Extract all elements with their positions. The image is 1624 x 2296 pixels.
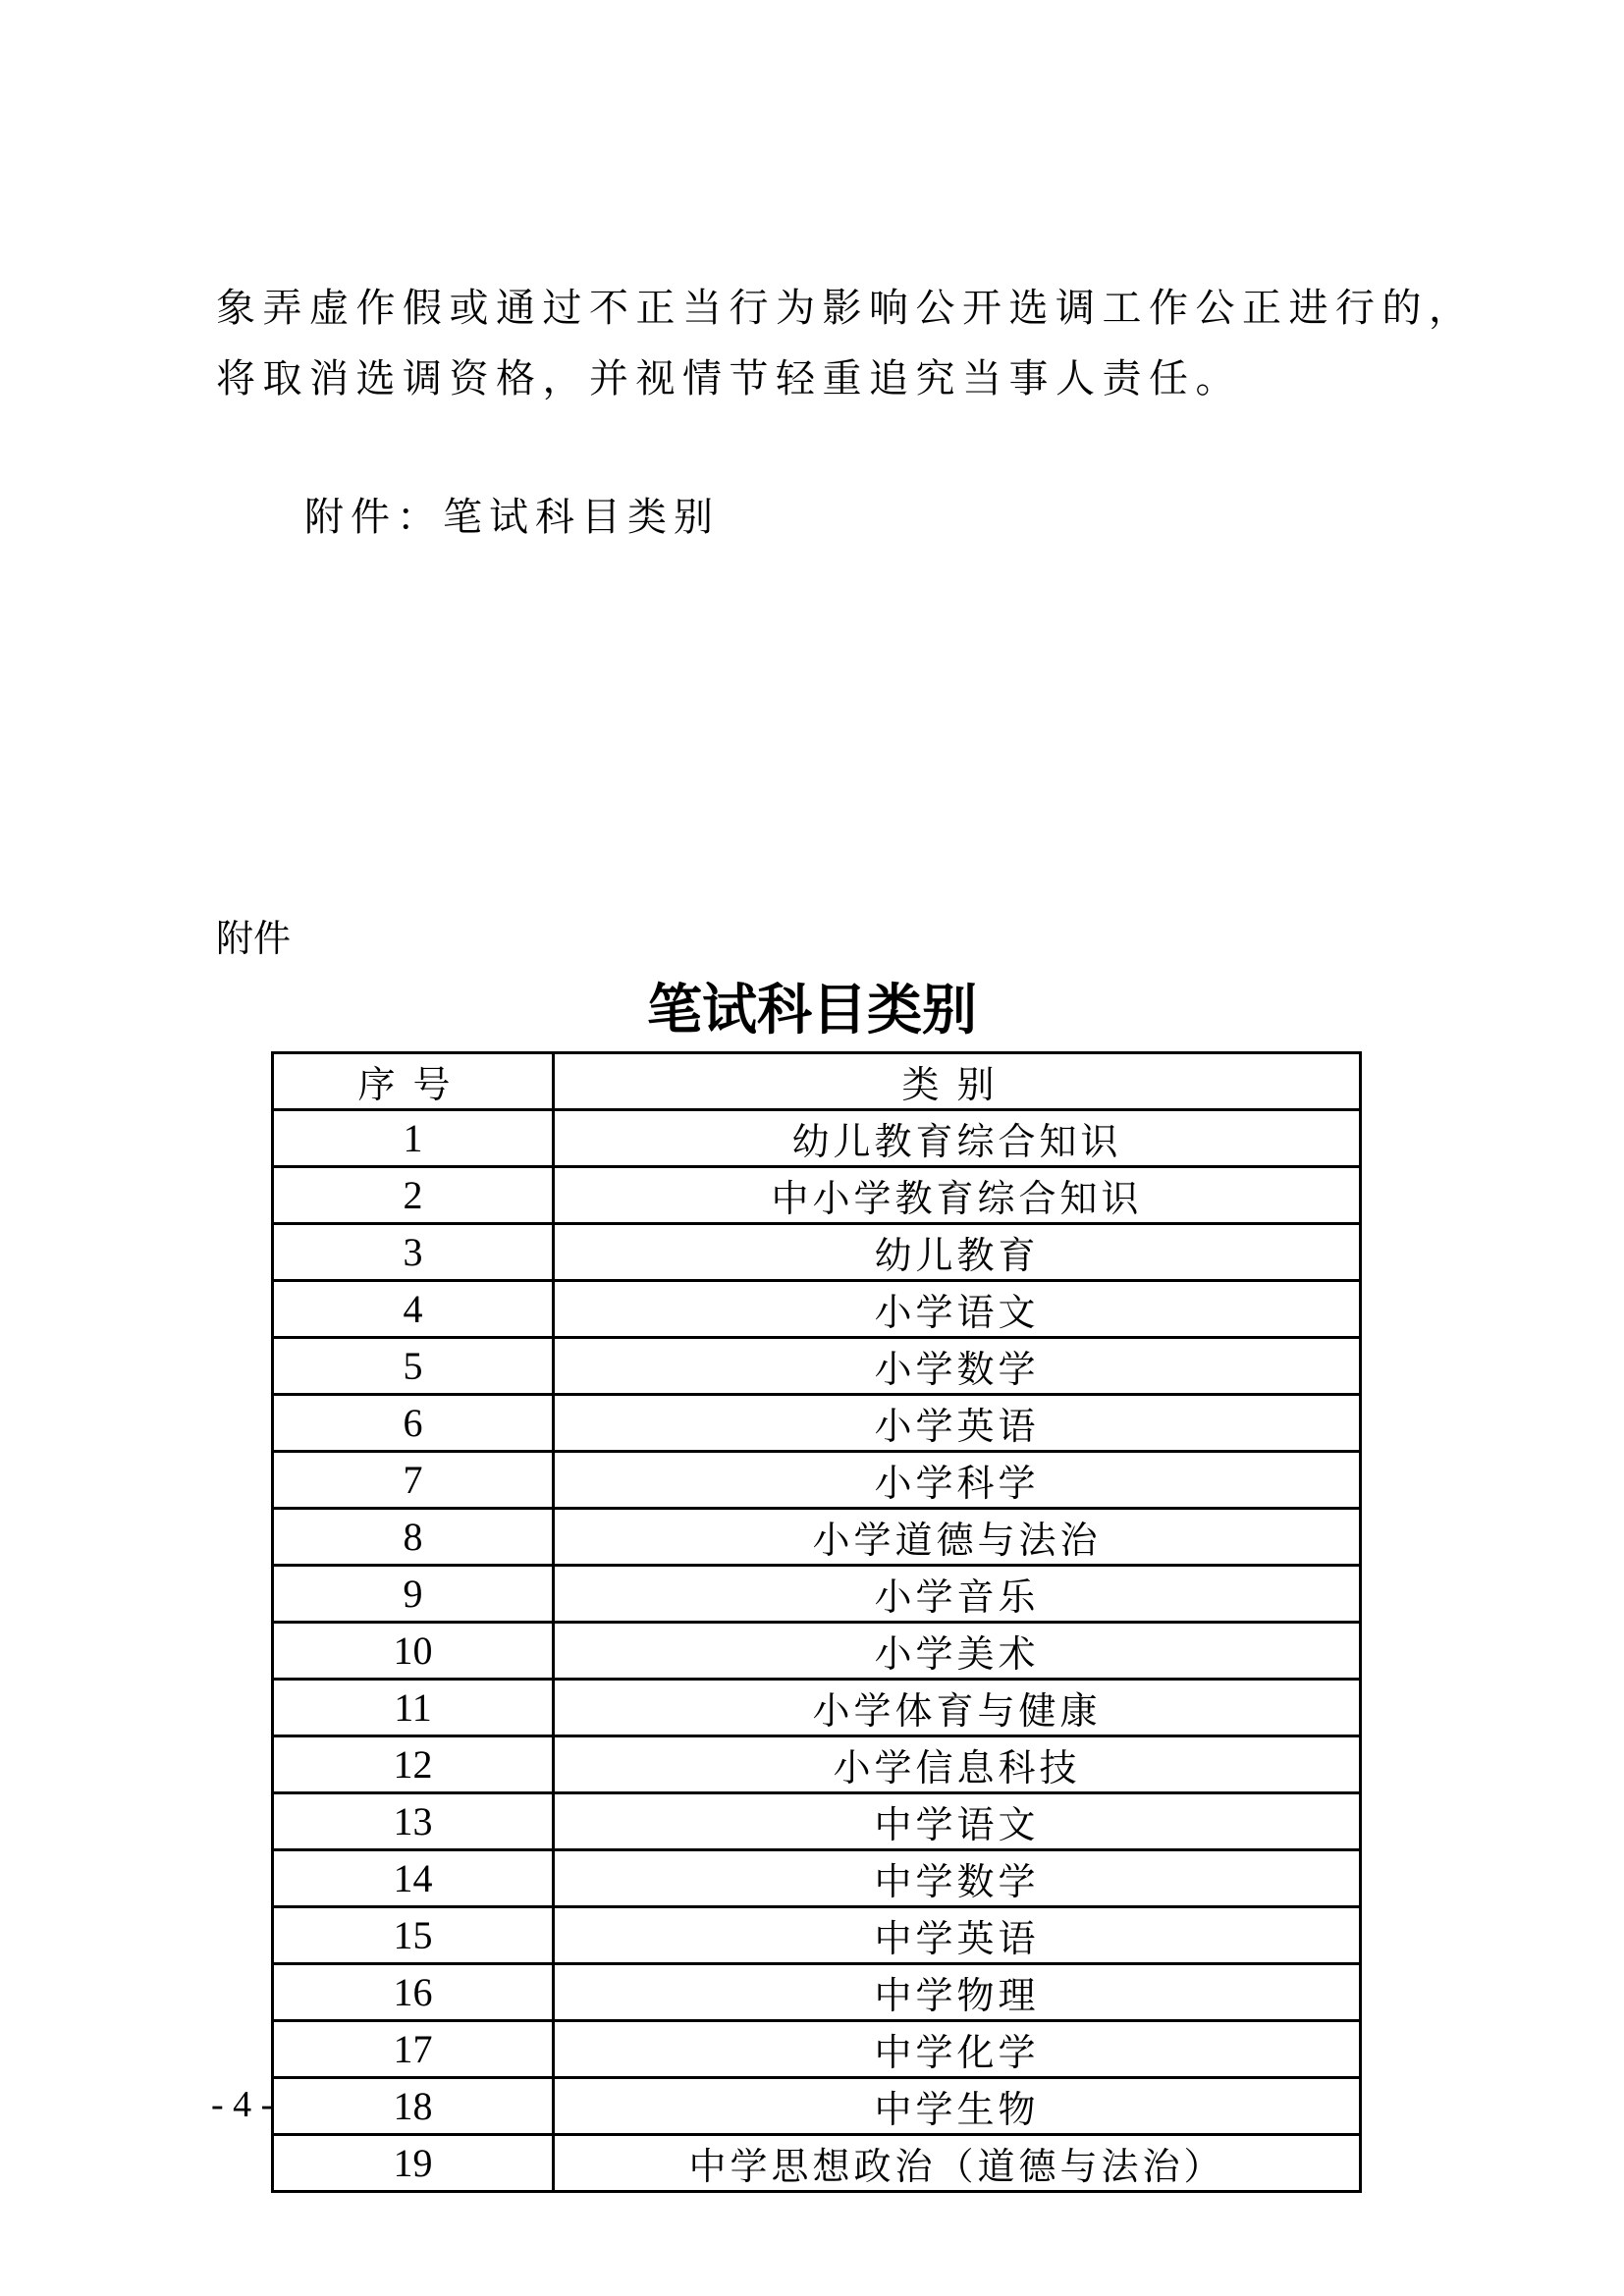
cell-category: 小学道德与法治 — [554, 1509, 1361, 1566]
cell-serial-number: 17 — [273, 2021, 554, 2078]
table-row — [273, 1680, 1361, 1736]
table-row — [273, 1793, 1361, 1850]
cell-serial-number: 13 — [273, 1793, 554, 1850]
table-row — [273, 1566, 1361, 1623]
cell-category: 小学信息科技 — [554, 1736, 1361, 1793]
cell-category: 中学化学 — [554, 2021, 1361, 2078]
table-row — [273, 1452, 1361, 1509]
cell-category: 小学数学 — [554, 1338, 1361, 1395]
table-row — [273, 1110, 1361, 1167]
table-row — [273, 1338, 1361, 1395]
cell-serial-number: 7 — [273, 1452, 554, 1509]
table-row — [273, 1907, 1361, 1964]
cell-serial-number: 11 — [273, 1680, 554, 1736]
cell-category: 小学科学 — [554, 1452, 1361, 1509]
cell-serial-number: 3 — [273, 1224, 554, 1281]
table-row — [273, 1736, 1361, 1793]
cell-category: 小学语文 — [554, 1281, 1361, 1338]
header-category: 类别 — [554, 1053, 1361, 1110]
cell-serial-number: 14 — [273, 1850, 554, 1907]
body-text-line-1: 象弄虚作假或通过不正当行为影响公开选调工作公正进行的， — [216, 286, 1476, 331]
cell-category: 小学音乐 — [554, 1566, 1361, 1623]
page-number: - 4 - — [211, 2084, 274, 2125]
cell-category: 幼儿教育综合知识 — [554, 1110, 1361, 1167]
cell-serial-number: 19 — [273, 2135, 554, 2192]
cell-serial-number: 12 — [273, 1736, 554, 1793]
table-body — [273, 1110, 1361, 2192]
attachment-title: 笔试科目类别 — [647, 979, 977, 1042]
table-row — [273, 1509, 1361, 1566]
cell-serial-number: 2 — [273, 1167, 554, 1224]
body-text-line-2: 将取消选调资格，并视情节轻重追究当事人责任。 — [216, 356, 1242, 401]
cell-category: 小学体育与健康 — [554, 1680, 1361, 1736]
cell-category: 中学思想政治（道德与法治） — [554, 2135, 1361, 2192]
attachment-reference: 附件：笔试科目类别 — [304, 495, 720, 540]
cell-serial-number: 6 — [273, 1395, 554, 1452]
cell-category: 中学数学 — [554, 1850, 1361, 1907]
cell-serial-number: 10 — [273, 1623, 554, 1680]
cell-serial-number: 5 — [273, 1338, 554, 1395]
cell-serial-number: 1 — [273, 1110, 554, 1167]
cell-category: 中小学教育综合知识 — [554, 1167, 1361, 1224]
cell-category: 中学物理 — [554, 1964, 1361, 2021]
cell-serial-number: 4 — [273, 1281, 554, 1338]
cell-category: 幼儿教育 — [554, 1224, 1361, 1281]
cell-category: 小学英语 — [554, 1395, 1361, 1452]
cell-serial-number: 8 — [273, 1509, 554, 1566]
header-serial-number: 序号 — [273, 1053, 554, 1110]
table-row — [273, 1167, 1361, 1224]
table-row — [273, 2078, 1361, 2135]
cell-category: 中学英语 — [554, 1907, 1361, 1964]
table-row — [273, 2135, 1361, 2192]
attachment-label: 附件 — [216, 917, 292, 960]
cell-serial-number: 18 — [273, 2078, 554, 2135]
cell-category: 中学语文 — [554, 1793, 1361, 1850]
cell-category: 小学美术 — [554, 1623, 1361, 1680]
cell-serial-number: 16 — [273, 1964, 554, 2021]
table-row — [273, 1850, 1361, 1907]
table-row — [273, 1224, 1361, 1281]
subject-category-table — [271, 1051, 1362, 2193]
table-row — [273, 1281, 1361, 1338]
table-header-row — [273, 1053, 1361, 1110]
table-row — [273, 1964, 1361, 2021]
cell-category: 中学生物 — [554, 2078, 1361, 2135]
cell-serial-number: 15 — [273, 1907, 554, 1964]
table-row — [273, 1623, 1361, 1680]
table-row — [273, 1395, 1361, 1452]
cell-serial-number: 9 — [273, 1566, 554, 1623]
table-row — [273, 2021, 1361, 2078]
